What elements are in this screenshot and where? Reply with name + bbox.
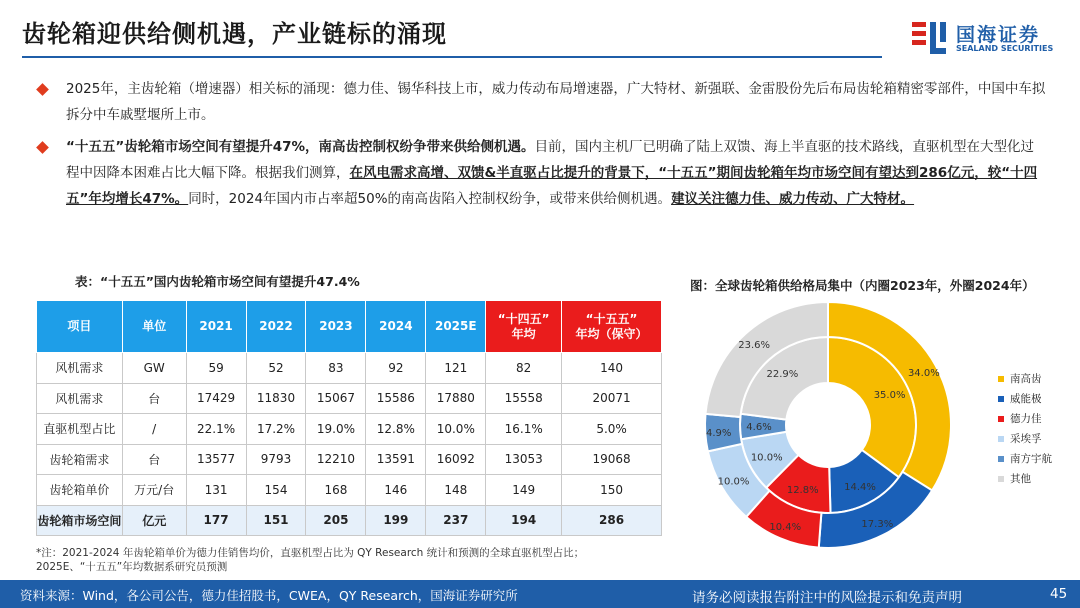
legend-label: 采埃孚	[1010, 433, 1042, 445]
legend-swatch	[998, 476, 1004, 482]
table-header-cell: 2022	[246, 301, 306, 353]
table-cell: 13577	[186, 444, 246, 475]
table-cell: 16092	[426, 444, 486, 475]
footer-disclaimer: 请务必阅读报告附注中的风险提示和免责声明	[692, 590, 962, 606]
legend-item	[998, 392, 1052, 412]
table-cell: 13591	[366, 444, 426, 475]
diamond-bullet-icon	[36, 141, 49, 154]
table-cell: 9793	[246, 444, 306, 475]
table-cell: 168	[306, 475, 366, 506]
legend-label: 其他	[1010, 473, 1031, 485]
table-row	[37, 444, 662, 475]
footer-source: 资料来源：Wind，各公司公告，德力佳招股书，CWEA，QY Research，国海证券研究所	[20, 588, 518, 603]
table-cell: 146	[366, 475, 426, 506]
sealand-logo-icon	[910, 18, 950, 58]
table-header-cell: 2023	[306, 301, 366, 353]
legend-label: 南方宇航	[1010, 453, 1052, 465]
outer-ring-data-label: 10.4%	[769, 521, 802, 533]
table-cell: 15558	[486, 383, 562, 414]
bullet-list	[36, 76, 1046, 218]
table-cell: 154	[246, 475, 306, 506]
legend-swatch	[998, 416, 1004, 422]
table-header-row	[37, 301, 662, 353]
title-rule	[22, 56, 882, 58]
table-cell: 亿元	[122, 505, 186, 536]
table-cell: 17429	[186, 383, 246, 414]
table-cell: 82	[486, 353, 562, 384]
outer-ring-data-label: 23.6%	[738, 340, 771, 352]
outer-ring-data-label: 4.9%	[706, 427, 732, 439]
table-cell: 59	[186, 353, 246, 384]
bullet-text: 同时，2024年国内市占率超50%的南高齿陷入控制权纷争，或带来供给侧机遇。	[188, 191, 672, 207]
bullet-paragraph	[36, 76, 1046, 128]
table-cell: /	[122, 414, 186, 445]
table-cell: 151	[246, 505, 306, 536]
company-logo	[910, 18, 1070, 58]
legend-swatch	[998, 376, 1004, 382]
table-cell: 194	[486, 505, 562, 536]
table-cell: 11830	[246, 383, 306, 414]
table-row	[37, 383, 662, 414]
table-cell: 131	[186, 475, 246, 506]
table-cell: 237	[426, 505, 486, 536]
bullet-text: 目前，国内主机厂已明确了陆上双馈、海上半直驱的技术路线，直驱机型在大型化过程中因降本困难占比大幅下降。根据我们测算，	[66, 139, 1035, 181]
table-cell: 286	[562, 505, 662, 536]
diamond-bullet-icon	[36, 83, 49, 96]
note-line: 2025E、“十五五”年均数据系研究员预测	[36, 561, 228, 573]
table-row	[37, 505, 662, 536]
table-cell: 15586	[366, 383, 426, 414]
table-row	[37, 475, 662, 506]
inner-ring-data-label: 35.0%	[873, 389, 906, 401]
legend-label: 威能极	[1010, 393, 1042, 405]
table-header-cell: “十五五” 年均（保守）	[562, 301, 662, 353]
table-cell: 140	[562, 353, 662, 384]
chart-caption: 图：全球齿轮箱供给格局集中（内圈2023年，外圈2024年）	[690, 278, 1035, 293]
table-cell: 148	[426, 475, 486, 506]
table-header-cell: 2024	[366, 301, 426, 353]
legend-label: 南高齿	[1010, 373, 1042, 385]
bullet-emphasis-text: 在风电需求高增、双馈&半直驱占比提升的背景下，“十五五”期间齿轮箱年均市场空间有望达到286亿元，较“十四五”年均增长47%。	[66, 165, 1038, 207]
table-cell: 13053	[486, 444, 562, 475]
logo-cn-text: 国海证券	[956, 24, 1041, 46]
table-cell: 台	[122, 444, 186, 475]
table-cell: 16.1%	[486, 414, 562, 445]
table-cell: 19068	[562, 444, 662, 475]
footer-bar	[0, 580, 1080, 608]
table-cell: 齿轮箱市场空间	[37, 505, 123, 536]
table-cell: 22.1%	[186, 414, 246, 445]
table-cell: 199	[366, 505, 426, 536]
legend-item	[998, 412, 1052, 432]
table-header-cell: “十四五” 年均	[486, 301, 562, 353]
legend-swatch	[998, 396, 1004, 402]
table-cell: 万元/台	[122, 475, 186, 506]
chart-legend	[998, 372, 1052, 492]
table-cell: 齿轮箱单价	[37, 475, 123, 506]
legend-swatch	[998, 456, 1004, 462]
bullet-text: 2025年，主齿轮箱（增速器）相关标的涌现：德力佳、锡华科技上市，威力传动布局增速器，广大特材、新强联、金雷股份先后布局齿轮箱精密零部件，中国中车拟拆分中车戚墅堰所上市。	[66, 81, 1046, 123]
legend-item	[998, 452, 1052, 472]
table-header-cell: 2021	[186, 301, 246, 353]
bullet-emphasis-text: 建议关注德力佳、威力传动、广大特材。	[671, 191, 915, 207]
table-cell: 83	[306, 353, 366, 384]
inner-ring-data-label: 14.4%	[844, 482, 876, 494]
table-cell: 直驱机型占比	[37, 414, 123, 445]
bullet-paragraph	[36, 134, 1046, 212]
inner-ring-data-label: 22.9%	[766, 369, 799, 381]
outer-ring-data-label: 10.0%	[717, 476, 750, 488]
table-cell: 12.8%	[366, 414, 426, 445]
page-title: 齿轮箱迎供给侧机遇，产业链标的涌现	[22, 20, 447, 48]
inner-ring-data-label: 12.8%	[786, 485, 819, 497]
table-cell: 149	[486, 475, 562, 506]
table-cell: 92	[366, 353, 426, 384]
table-cell: 121	[426, 353, 486, 384]
table-cell: 150	[562, 475, 662, 506]
inner-ring-data-label: 4.6%	[746, 422, 772, 434]
table-cell: GW	[122, 353, 186, 384]
table-cell: 5.0%	[562, 414, 662, 445]
table-cell: 17880	[426, 383, 486, 414]
table-cell: 52	[246, 353, 306, 384]
legend-item	[998, 472, 1052, 492]
table-cell: 15067	[306, 383, 366, 414]
table-cell: 台	[122, 383, 186, 414]
table-cell: 齿轮箱需求	[37, 444, 123, 475]
market-table	[36, 300, 662, 536]
table-cell: 19.0%	[306, 414, 366, 445]
table-cell: 10.0%	[426, 414, 486, 445]
logo-en-text: SEALAND SECURITIES	[956, 44, 1054, 53]
note-line: *注：2021-2024 年齿轮箱单价为德力佳销售均价，直驱机型占比为 QY Research 统计和预测的全球直驱机型占比；	[36, 547, 585, 559]
table-row	[37, 414, 662, 445]
legend-swatch	[998, 436, 1004, 442]
table-caption: 表：“十五五”国内齿轮箱市场空间有望提升47.4%	[75, 274, 360, 289]
legend-label: 德力佳	[1010, 413, 1042, 425]
outer-ring-data-label: 17.3%	[861, 518, 894, 530]
table-cell: 17.2%	[246, 414, 306, 445]
table-cell: 205	[306, 505, 366, 536]
table-header-cell: 项目	[37, 301, 123, 353]
table-cell: 177	[186, 505, 246, 536]
legend-item	[998, 432, 1052, 452]
outer-ring-data-label: 34.0%	[907, 368, 940, 380]
table-row	[37, 353, 662, 384]
table-cell: 风机需求	[37, 383, 123, 414]
table-cell: 12210	[306, 444, 366, 475]
inner-ring-data-label: 10.0%	[750, 452, 783, 464]
page-number: 45	[1050, 586, 1068, 602]
table-cell: 20071	[562, 383, 662, 414]
bullet-emphasis-text: “十五五”齿轮箱市场空间有望提升47%，南高齿控制权纷争带来供给侧机遇。	[66, 139, 535, 155]
table-header-cell: 单位	[122, 301, 186, 353]
table-cell: 风机需求	[37, 353, 123, 384]
legend-item	[998, 372, 1052, 392]
table-note	[36, 546, 676, 574]
table-header-cell: 2025E	[426, 301, 486, 353]
